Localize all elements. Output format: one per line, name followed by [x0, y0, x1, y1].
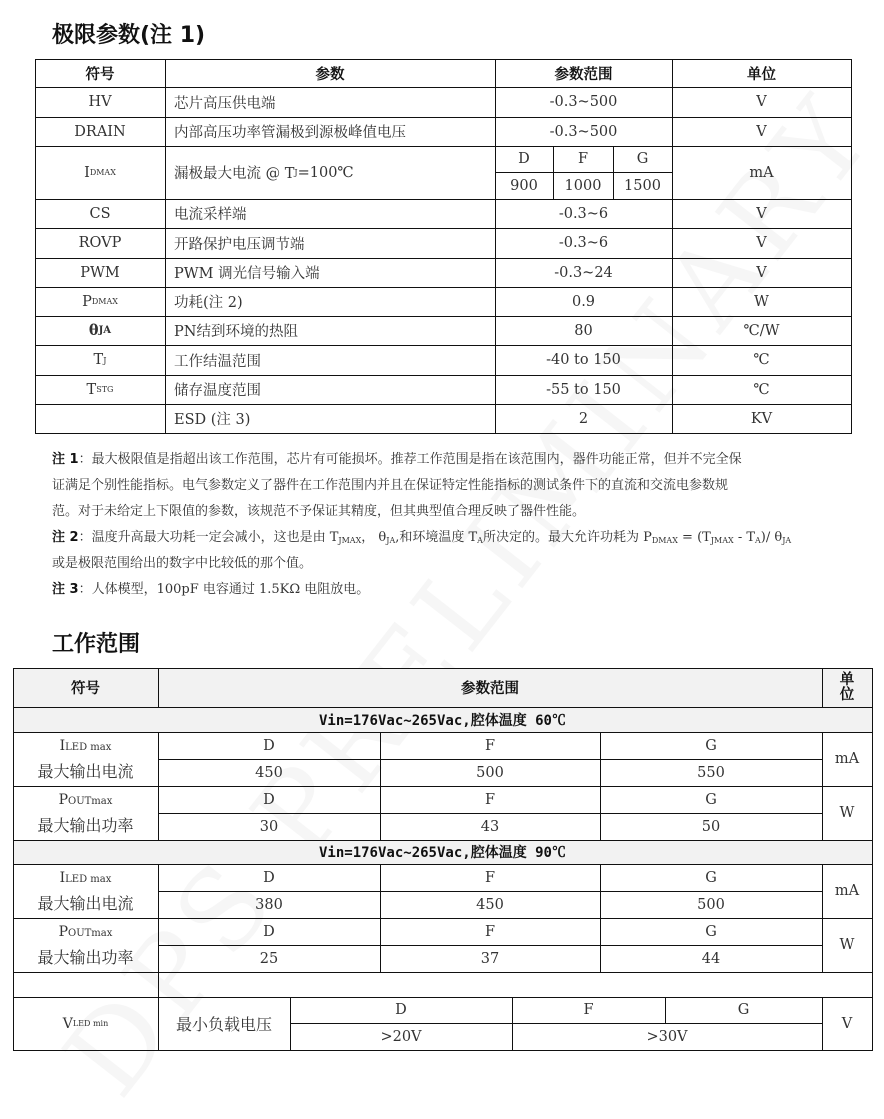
symbol-label: ILED max: [59, 738, 112, 754]
variant-d-value: 25: [259, 950, 279, 967]
symbol-label: ILED max: [59, 870, 112, 886]
note-1-line-2: 证满足个别性能指标。电气参数定义了器件在工作范围内并且在保证特定性能指标的测试条件下的直流和交流电参数规: [52, 478, 729, 493]
unit-cell: V: [756, 205, 767, 222]
symbol-cell: [35, 287, 165, 316]
param-cell: 储存温度范围: [174, 383, 261, 399]
param-cell: ESD (注 3): [174, 412, 251, 428]
symbol-subscript: LED min: [72, 1019, 109, 1028]
variant-d-value: 380: [255, 896, 283, 913]
symbol-cell: [35, 404, 165, 433]
condition-row-60c: Vin=176Vac~265Vac,腔体温度 60℃: [318, 712, 566, 729]
unit-cell: ℃: [753, 381, 770, 398]
variant-d-value: 30: [259, 818, 279, 835]
variant-g-value: 550: [697, 764, 725, 781]
note-2-label: 注 2: [52, 530, 79, 545]
variant-f-label: F: [484, 869, 496, 886]
variant-g-value: 500: [697, 896, 725, 913]
variant-d-label: D: [518, 151, 530, 167]
variant-fg-value: >30V: [646, 1028, 688, 1045]
table-row-empty: [13, 972, 872, 997]
symbol-description: 最大输出功率: [37, 816, 134, 835]
symbol-cell: [35, 345, 165, 375]
param-cell: 最小负载电压: [175, 1015, 272, 1034]
param-tail: =100℃: [297, 164, 354, 181]
symbol-main: I: [84, 164, 90, 181]
symbol-cell: ROVP: [78, 235, 122, 251]
note-subscript: A: [477, 536, 483, 545]
variant-d-label: D: [263, 923, 275, 940]
param-text: 漏极最大电流 @ T: [174, 166, 295, 182]
variant-g-label: G: [705, 869, 717, 886]
range-cell: 0.9: [571, 293, 596, 310]
variant-d-value: 900: [510, 177, 538, 194]
unit-cell: W: [754, 293, 769, 310]
symbol-label: POUTmax: [58, 924, 113, 940]
note-3-label: 注 3: [52, 582, 79, 597]
unit-cell: ℃/W: [743, 322, 780, 339]
range-cell: -0.3~24: [554, 264, 613, 281]
param-cell: 芯片高压供电端: [174, 95, 276, 112]
range-cell: -55 to 150: [546, 381, 621, 398]
symbol-subscript: DMAX: [91, 297, 118, 306]
col-header-range: 参数范围: [554, 66, 613, 83]
note-text: ：人体模型，100pF 电容通过 1.5KΩ 电阻放电。: [78, 582, 370, 597]
unit-cell: V: [841, 1015, 853, 1032]
section-title-operating-range: 工作范围: [52, 632, 141, 657]
col-header-symbol: 符号: [85, 66, 115, 83]
symbol-description: 最大输出电流: [37, 762, 134, 781]
note-2-line-2: 或是极限范围给出的数字中比较低的那个值。: [52, 556, 313, 571]
condition-row-90c: Vin=176Vac~265Vac,腔体温度 90℃: [318, 845, 566, 861]
variant-f-label: F: [484, 923, 496, 940]
note-subscript: JMAX: [710, 536, 734, 545]
note-3-line-1: [52, 577, 369, 603]
symbol-subscript: STG: [96, 385, 114, 394]
range-cell: 80: [574, 322, 593, 339]
note-text: = (T: [677, 530, 711, 545]
variant-d-label: D: [263, 791, 275, 808]
variant-g-label: G: [636, 151, 649, 167]
note-text: ：温度升高最大功耗一定会减小，这也是由 T: [78, 530, 339, 545]
variant-g-value: 1500: [624, 177, 661, 194]
variant-f-value: 37: [480, 950, 500, 967]
range-cell: -40 to 150: [546, 352, 621, 368]
symbol-subscript: DMAX: [89, 168, 116, 177]
symbol-cell: [13, 732, 158, 786]
param-cell: 开路保护电压调节端: [174, 236, 305, 253]
variant-d-value: 450: [255, 764, 283, 781]
range-cell: 2: [578, 410, 589, 427]
note-text: - T: [733, 530, 756, 545]
unit-cell: ℃: [753, 352, 770, 368]
unit-cell: mA: [834, 751, 860, 767]
unit-cell: W: [839, 937, 855, 953]
param-subscript: J: [294, 168, 298, 177]
variant-f-value: 1000: [564, 177, 602, 194]
unit-cell: mA: [749, 164, 774, 181]
note-subscript: DMAX: [651, 536, 678, 545]
variant-f-value: 500: [476, 764, 504, 781]
symbol-cell: [13, 918, 158, 972]
unit-cell: W: [839, 805, 855, 821]
symbol-main: V: [62, 1015, 73, 1032]
symbol-main: T: [86, 381, 97, 398]
range-cell: -0.3~500: [549, 94, 618, 110]
col-header-symbol: 符号: [71, 681, 100, 697]
symbol-cell: DRAIN: [74, 123, 126, 140]
variant-d-value: >20V: [380, 1028, 422, 1045]
col-header-range: 参数范围: [461, 681, 519, 697]
note-subscript: A: [755, 536, 761, 545]
variant-d-label: D: [263, 737, 275, 754]
symbol-subscript: J: [103, 355, 107, 365]
unit-cell: V: [756, 94, 767, 110]
symbol-main: P: [82, 293, 92, 310]
col-header-param: 参数: [315, 66, 345, 83]
unit-cell: V: [756, 235, 767, 251]
note-text: 所决定的。最大允许功耗为 P: [482, 530, 652, 545]
unit-cell: KV: [750, 410, 773, 427]
variant-g-value: 50: [701, 818, 721, 835]
symbol-cell: [35, 375, 165, 404]
param-cell: [165, 146, 495, 199]
symbol-cell: [35, 316, 165, 345]
symbol-main: θ: [88, 322, 99, 339]
variant-d-label: D: [263, 869, 275, 886]
note-1-label: 注 1: [52, 452, 79, 467]
variant-g-label: G: [705, 923, 717, 940]
col-header-unit: 单位: [747, 66, 776, 83]
variant-g-label: G: [705, 791, 717, 808]
variant-f-label: F: [484, 737, 496, 754]
symbol-cell: HV: [88, 94, 112, 110]
symbol-main: T: [93, 352, 104, 368]
symbol-description: 最大输出电流: [37, 894, 134, 913]
symbol-cell: [13, 997, 158, 1050]
variant-f-value: 450: [476, 896, 504, 913]
unit-cell: mA: [834, 883, 860, 899]
param-cell: PWM 调光信号输入端: [174, 266, 320, 282]
symbol-subscript: JA: [98, 325, 112, 336]
param-cell: 工作结温范围: [174, 353, 261, 370]
variant-g-label: G: [737, 1002, 750, 1018]
note-text: ：最大极限值是指超出该工作范围，芯片有可能损坏。推荐工作范围是指在该范围内，器件功能正常，但并不完全保: [78, 452, 742, 467]
variant-f-label: F: [577, 151, 589, 167]
param-cell: 功耗(注 2): [174, 295, 243, 311]
note-text: ,和环境温度 T: [395, 530, 478, 545]
section-title-absolute-max: 极限参数(注 1): [52, 23, 206, 48]
param-cell: 电流采样端: [174, 207, 247, 223]
range-cell: -0.3~500: [549, 123, 618, 140]
unit-cell: V: [756, 123, 767, 140]
variant-d-label: D: [395, 1002, 407, 1018]
symbol-label: POUTmax: [58, 792, 113, 808]
variant-f-label: F: [583, 1002, 594, 1018]
variant-g-value: 44: [701, 950, 721, 967]
unit-cell: V: [756, 264, 767, 281]
variant-g-label: G: [705, 737, 717, 754]
note-1-line-3: 范。对于未给定上下限值的参数，该规范不予保证其精度，但其典型值合理反映了器件性能。: [52, 504, 586, 519]
note-subscript: JMAX: [338, 536, 362, 545]
variant-f-label: F: [484, 791, 496, 808]
symbol-cell: [13, 864, 158, 918]
col-header-unit: 单位: [839, 671, 855, 703]
symbol-cell: PWM: [80, 264, 120, 281]
note-subscript: JA: [782, 536, 792, 545]
symbol-cell: [13, 786, 158, 840]
note-text: )/ θ: [760, 530, 783, 545]
param-cell: 内部高压功率管漏极到源极峰值电压: [174, 125, 406, 141]
symbol-cell: CS: [89, 205, 111, 222]
range-cell: -0.3~6: [558, 205, 609, 222]
note-2-line-1: [52, 525, 791, 554]
note-subscript: JA: [386, 536, 396, 545]
param-cell: PN结到环境的热阻: [174, 324, 298, 340]
range-cell: -0.3~6: [558, 235, 609, 251]
variant-f-value: 43: [480, 818, 500, 835]
symbol-description: 最大输出功率: [37, 948, 134, 967]
note-text: ， θ: [361, 530, 387, 545]
symbol-cell: [35, 146, 165, 199]
note-1-line-1: [52, 447, 742, 473]
